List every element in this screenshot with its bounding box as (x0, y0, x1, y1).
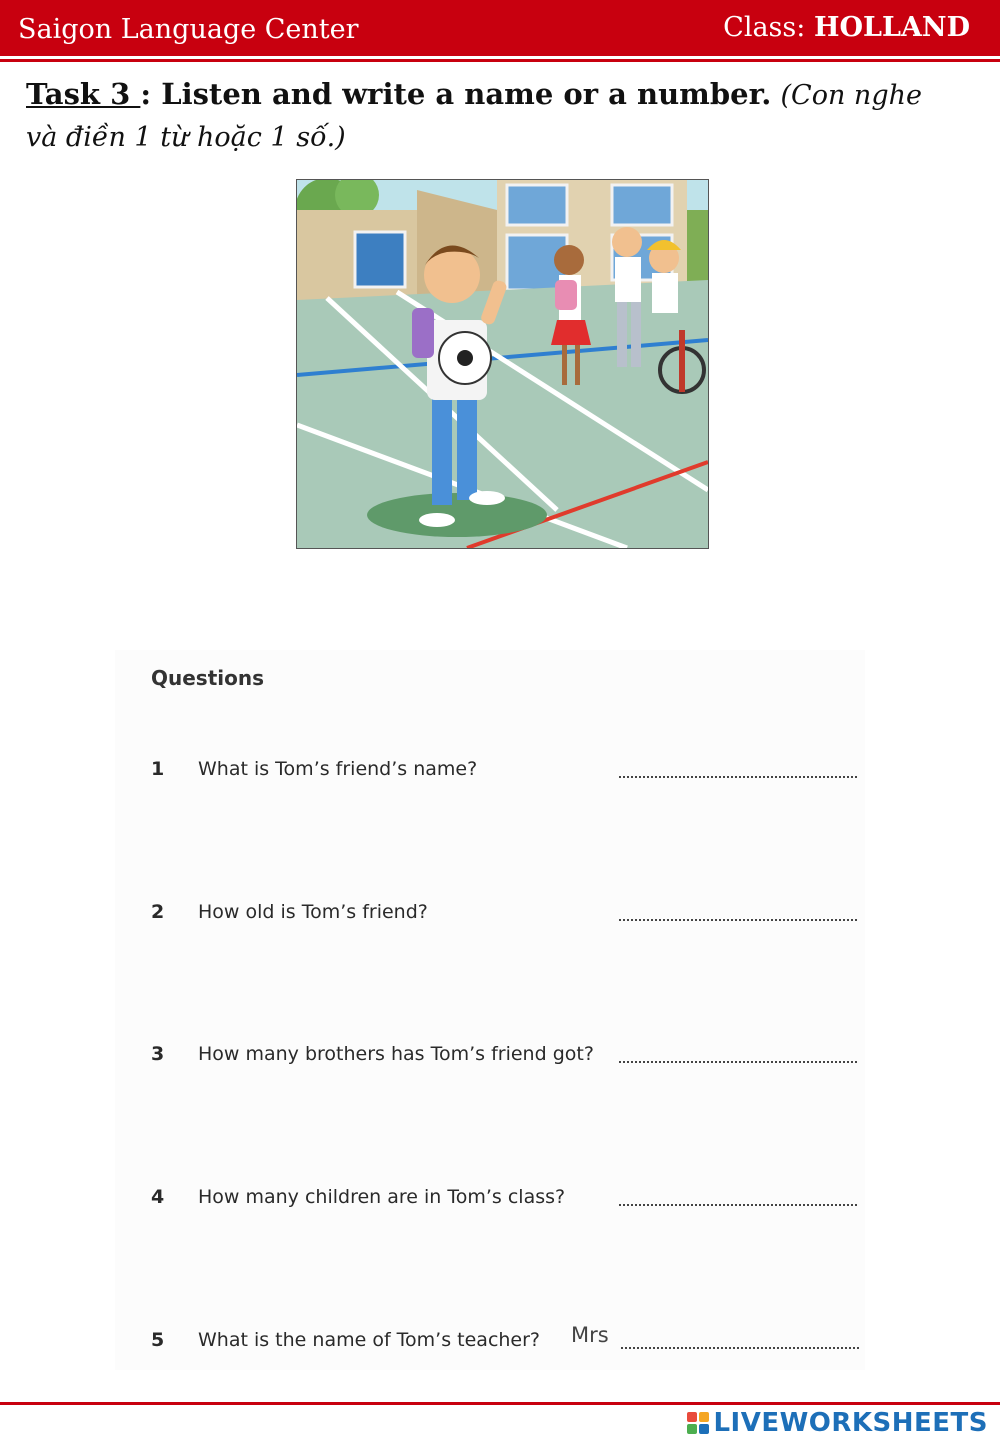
logo-square-green (687, 1424, 697, 1434)
liveworksheets-logo (687, 1408, 988, 1438)
center-name: Saigon Language Center (18, 14, 359, 45)
question-text: What is Tom’s friend’s name? (198, 758, 478, 780)
question-text: How many brothers has Tom’s friend got? (198, 1043, 594, 1065)
class-label: Class: HOLLAND (723, 12, 970, 43)
logo-icon (687, 1412, 709, 1434)
answer-prefix: Mrs (571, 1323, 609, 1347)
question-number: 1 (151, 758, 165, 780)
question-number: 4 (151, 1186, 165, 1208)
question-number: 5 (151, 1329, 165, 1351)
logo-square-orange (699, 1412, 709, 1422)
task-vietnamese: (Con nghe và điền 1 từ hoặc 1 số.) (26, 80, 922, 153)
answer-line-1[interactable] (619, 776, 857, 778)
answer-line-4[interactable] (619, 1204, 857, 1206)
task-instruction (26, 74, 956, 158)
question-text: How many children are in Tom’s class? (198, 1186, 566, 1208)
header-divider (0, 59, 1000, 62)
logo-square-red (687, 1412, 697, 1422)
question-4 (151, 1186, 861, 1216)
question-text: What is the name of Tom’s teacher? (198, 1329, 541, 1351)
question-text: How old is Tom’s friend? (198, 901, 428, 923)
question-number: 3 (151, 1043, 165, 1065)
task-text: : Listen and write a name or a number. (140, 77, 772, 111)
question-1 (151, 758, 861, 788)
answer-line-2[interactable] (619, 919, 857, 921)
task-number: Task 3 (26, 77, 141, 111)
answer-line-5[interactable] (621, 1347, 859, 1349)
questions-title: Questions (151, 666, 265, 690)
page-header (0, 0, 1000, 56)
class-name: HOLLAND (813, 12, 970, 43)
footer-divider (0, 1402, 1000, 1405)
question-number: 2 (151, 901, 165, 923)
playground-illustration (296, 179, 709, 549)
questions-section (115, 650, 865, 1370)
answer-line-3[interactable] (619, 1061, 857, 1063)
question-5 (151, 1323, 861, 1359)
logo-text: LIVEWORKSHEETS (713, 1408, 988, 1438)
question-3 (151, 1043, 861, 1073)
question-2 (151, 901, 861, 931)
logo-square-blue (699, 1424, 709, 1434)
